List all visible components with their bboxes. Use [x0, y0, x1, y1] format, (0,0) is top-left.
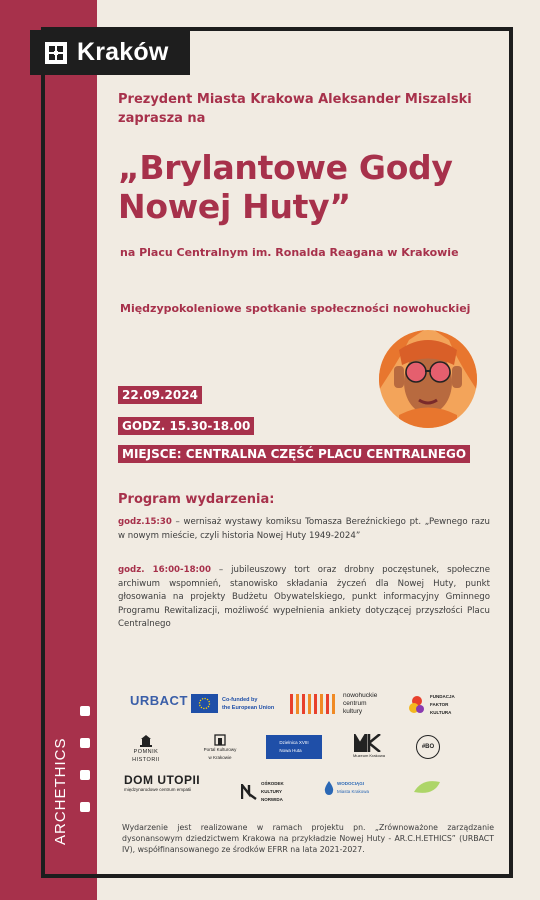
event-subtitle: Międzypokoleniowe spotkanie społeczności nowohuckiej — [120, 302, 471, 315]
people-icon — [80, 802, 90, 812]
budzet-obywatelski-logo: #BO — [416, 735, 440, 759]
eu-flag-icon — [191, 694, 218, 713]
fundacja-faktor-kultura-logo: FUNDACJA FAKTOR KULTURA — [408, 693, 455, 717]
archethics-icons — [80, 706, 94, 834]
program-item-2 — [118, 564, 490, 632]
krakow-logo-icon — [44, 41, 68, 65]
nck-mark-icon — [290, 692, 338, 716]
event-time-badge: GODZ. 15.30-18.00 — [118, 417, 254, 435]
dzielnica-nowa-huta-logo: Dzielnica XVIII Nowa Huta — [266, 735, 322, 759]
osrodek-kultury-norwida-logo: OŚRODEK KULTURY NORWIDA — [241, 780, 284, 804]
program-item-time: godz. 16:00-18:00 — [118, 565, 211, 575]
footer-note: Wydarzenie jest realizowane w ramach projektu pn. „Zrównoważone zarządzanie dysonansowym dziedzictwem Krakowa na przykładzie Nowej Huty - AR.C.H.ETHICS” (URBACT IV), współfinansowanego ze środków EFRR na lata 2021-2027. — [122, 823, 494, 854]
water-drop-icon — [324, 781, 334, 795]
portal-icon — [214, 734, 226, 746]
title-line-1: „Brylantowe Gody — [118, 148, 453, 187]
fundacja-icon — [408, 695, 426, 715]
event-place-badge: MIEJSCE: CENTRALNA CZĘŚĆ PLACU CENTRALNEGO — [118, 445, 470, 463]
norwida-icon — [241, 784, 257, 800]
woman-with-sunglasses-illustration — [379, 330, 477, 428]
building-icon — [80, 770, 90, 780]
title-line-2: Nowej Huty” — [118, 187, 351, 226]
leaf-icon — [412, 778, 442, 796]
archethics-vertical-logo: ARCHETHICS — [52, 737, 69, 845]
monument-icon — [139, 734, 153, 748]
green-partner-logo — [412, 778, 442, 796]
pomnik-historii-logo: POMNIK HISTORII — [124, 734, 168, 764]
program-item-time: godz.15:30 — [118, 517, 172, 527]
program-item-1 — [118, 516, 490, 543]
portal-kulturowy-logo: Portal Kulturowy w Krakowie — [200, 734, 240, 762]
logo-text: Kraków — [77, 38, 169, 66]
invitation-line-1: Prezydent Miasta Krakowa Aleksander Miszalski — [118, 92, 472, 107]
dom-utopii-logo: DOM UTOPII międzynarodowe centrum empatii — [124, 773, 201, 792]
muzeum-krakowa-logo: Muzeum Krakowa — [350, 734, 388, 760]
heart-icon — [80, 706, 90, 716]
nck-logo: nowohuckie centrum kultury — [290, 692, 377, 716]
invitation-line-2: zaprasza na — [118, 111, 206, 126]
event-date-badge: 22.09.2024 — [118, 386, 202, 404]
program-heading: Program wydarzenia: — [118, 492, 275, 507]
program-item-text: – jubileuszowy tort oraz drobny poczęstunek, społeczne archiwum wspomnień, stanowisko składania życzeń dla Nowej Huty, punkt głosowania na projekty Budżetu Obywatelskiego, punkt informacyjny Gminnego Programu Rewitalizacji, możliwość wypełnienia ankiety dotyczącej przyszłości Placu Centralnego — [118, 565, 490, 629]
crane-icon — [80, 738, 90, 748]
venue-text: na Placu Centralnym im. Ronalda Reagana w Krakowie — [120, 246, 459, 259]
invitation-header — [118, 90, 498, 128]
program-item-text: – wernisaż wystawy komiksu Tomasza Bereźnickiego pt. „Pewnego razu w nowym mieście, czyli historia Nowej Huty 1949-2024” — [118, 517, 490, 541]
eu-logo: Co-funded by the European Union — [191, 694, 274, 713]
wodociagi-logo: WODOCIĄGI Miasta Krakowa — [324, 780, 369, 796]
event-title — [118, 148, 508, 226]
krakow-logo — [30, 30, 190, 75]
urbact-logo: URBACT — [130, 693, 188, 708]
muzeum-mk-icon — [354, 734, 384, 752]
